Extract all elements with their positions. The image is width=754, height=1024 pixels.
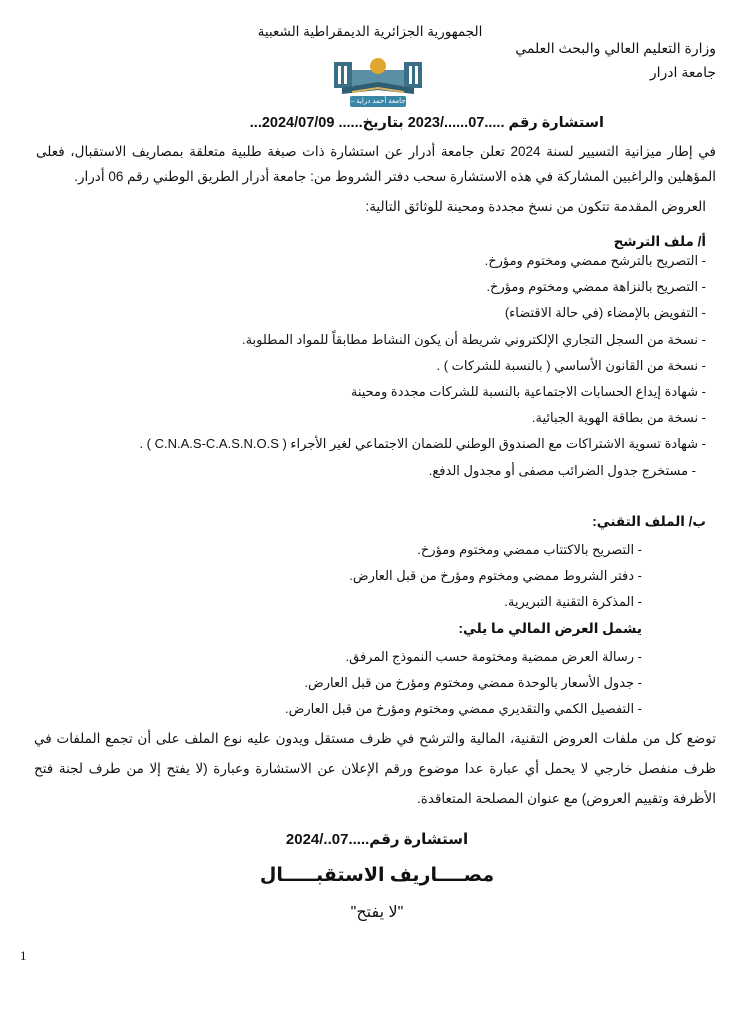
list-item: - التصريح بالنزاهة ممضي ومختوم ومؤرخ. bbox=[486, 279, 706, 295]
list-item: - المذكرة التقنية التبريرية. bbox=[504, 594, 642, 610]
list-item: - نسخة من السجل التجاري الإلكتروني شريطة أن يكون النشاط مطابقاً للمواد المطلوبة. bbox=[241, 331, 706, 347]
candidacy-file-heading: أ/ ملف الترشح bbox=[613, 234, 706, 249]
closing-paragraph: توضع كل من ملفات العروض التقنية، المالية والترشح في ظرف مستقل ويدون عليه نوع الملف على أن تجمع الملفات في ظرف منفصل خارجي لا يحمل أي عبارة عدا موضوع ورقم الإعلان عن الاستشارة وعبارة (لا يفتح إلا من طرف لجنة فتح الأظرفة وتقييم العروض) مع عنوان المصلحة المتعاقدة. bbox=[34, 731, 716, 806]
technical-file-list bbox=[0, 537, 642, 616]
list-item: - التصريح بالاكتتاب ممضي ومختوم ومؤرخ. bbox=[417, 542, 642, 557]
technical-file-heading: ب/ الملف التقني: bbox=[592, 514, 706, 529]
list-item: - مستخرج جدول الضرائب مصفى أو مجدول الدفع. bbox=[428, 462, 696, 478]
list-item: - التصريح بالترشح ممضي ومختوم ومؤرخ. bbox=[484, 253, 706, 268]
list-item: - التفويض بالإمضاء (في حالة الاقتضاء) bbox=[504, 305, 706, 321]
list-item: - دفتر الشروط ممضي ومختوم ومؤرخ من قبل العارض. bbox=[349, 568, 642, 584]
offers-intro: العروض المقدمة تتكون من نسخ مجددة ومحينة للوثائق التالية: bbox=[365, 199, 706, 214]
republic-title: الجمهورية الجزائرية الديمقراطية الشعبية bbox=[257, 24, 483, 39]
envelope-reference: استشارة رقم.....07../2024 bbox=[285, 831, 469, 848]
envelope-note: "لا يفتح" bbox=[350, 904, 404, 921]
candidacy-file-list bbox=[46, 248, 706, 484]
envelope-title: مصــــاريف الاستقبـــــال bbox=[259, 865, 495, 886]
financial-offer-list bbox=[0, 644, 642, 723]
list-item: - شهادة تسوية الاشتراكات مع الصندوق الوطني للضمان الاجتماعي لغير الأجراء ( C.N.A.S-C.A.S.N.O.S ) . bbox=[139, 436, 706, 452]
logo-caption: جامعة أحمد دراية – أدرار bbox=[350, 98, 406, 116]
list-item: - جدول الأسعار بالوحدة ممضي ومختوم ومؤرخ من قبل العارض. bbox=[304, 675, 642, 691]
university-logo bbox=[322, 52, 434, 116]
ministry-name: وزارة التعليم العالي والبحث العلمي bbox=[515, 40, 716, 56]
consultation-reference: استشارة رقم .....07....../2023 بتاريخ...... 2024/07/09... bbox=[249, 115, 604, 131]
university-name: جامعة ادرار bbox=[649, 64, 716, 80]
financial-offer-heading: يشمل العرض المالي ما يلي: bbox=[458, 621, 642, 636]
intro-paragraph: في إطار ميزانية التسيير لسنة 2024 تعلن جامعة أدرار عن استشارة ذات صبغة طلبية متعلقة بمصاريف الاستقبال، فعلى المؤهلين والراغبين المشاركة في هذه الاستشارة سحب دفتر الشروط من: جامعة أدرار الطريق الوطني رقم 06 أدرار. bbox=[36, 144, 716, 184]
list-item: - التفصيل الكمي والتقديري ممضي ومختوم ومؤرخ من قبل العارض. bbox=[285, 701, 642, 717]
list-item: - نسخة من بطاقة الهوية الجبائية. bbox=[531, 410, 706, 426]
list-item: - نسخة من القانون الأساسي ( بالنسبة للشركات ) . bbox=[436, 357, 706, 373]
list-item: - شهادة إيداع الحسابات الاجتماعية بالنسبة للشركات مجددة ومحينة bbox=[350, 383, 706, 399]
page-number: 1 bbox=[20, 948, 27, 963]
list-item: - رسالة العرض ممضية ومختومة حسب النموذج المرفق. bbox=[345, 649, 642, 664]
